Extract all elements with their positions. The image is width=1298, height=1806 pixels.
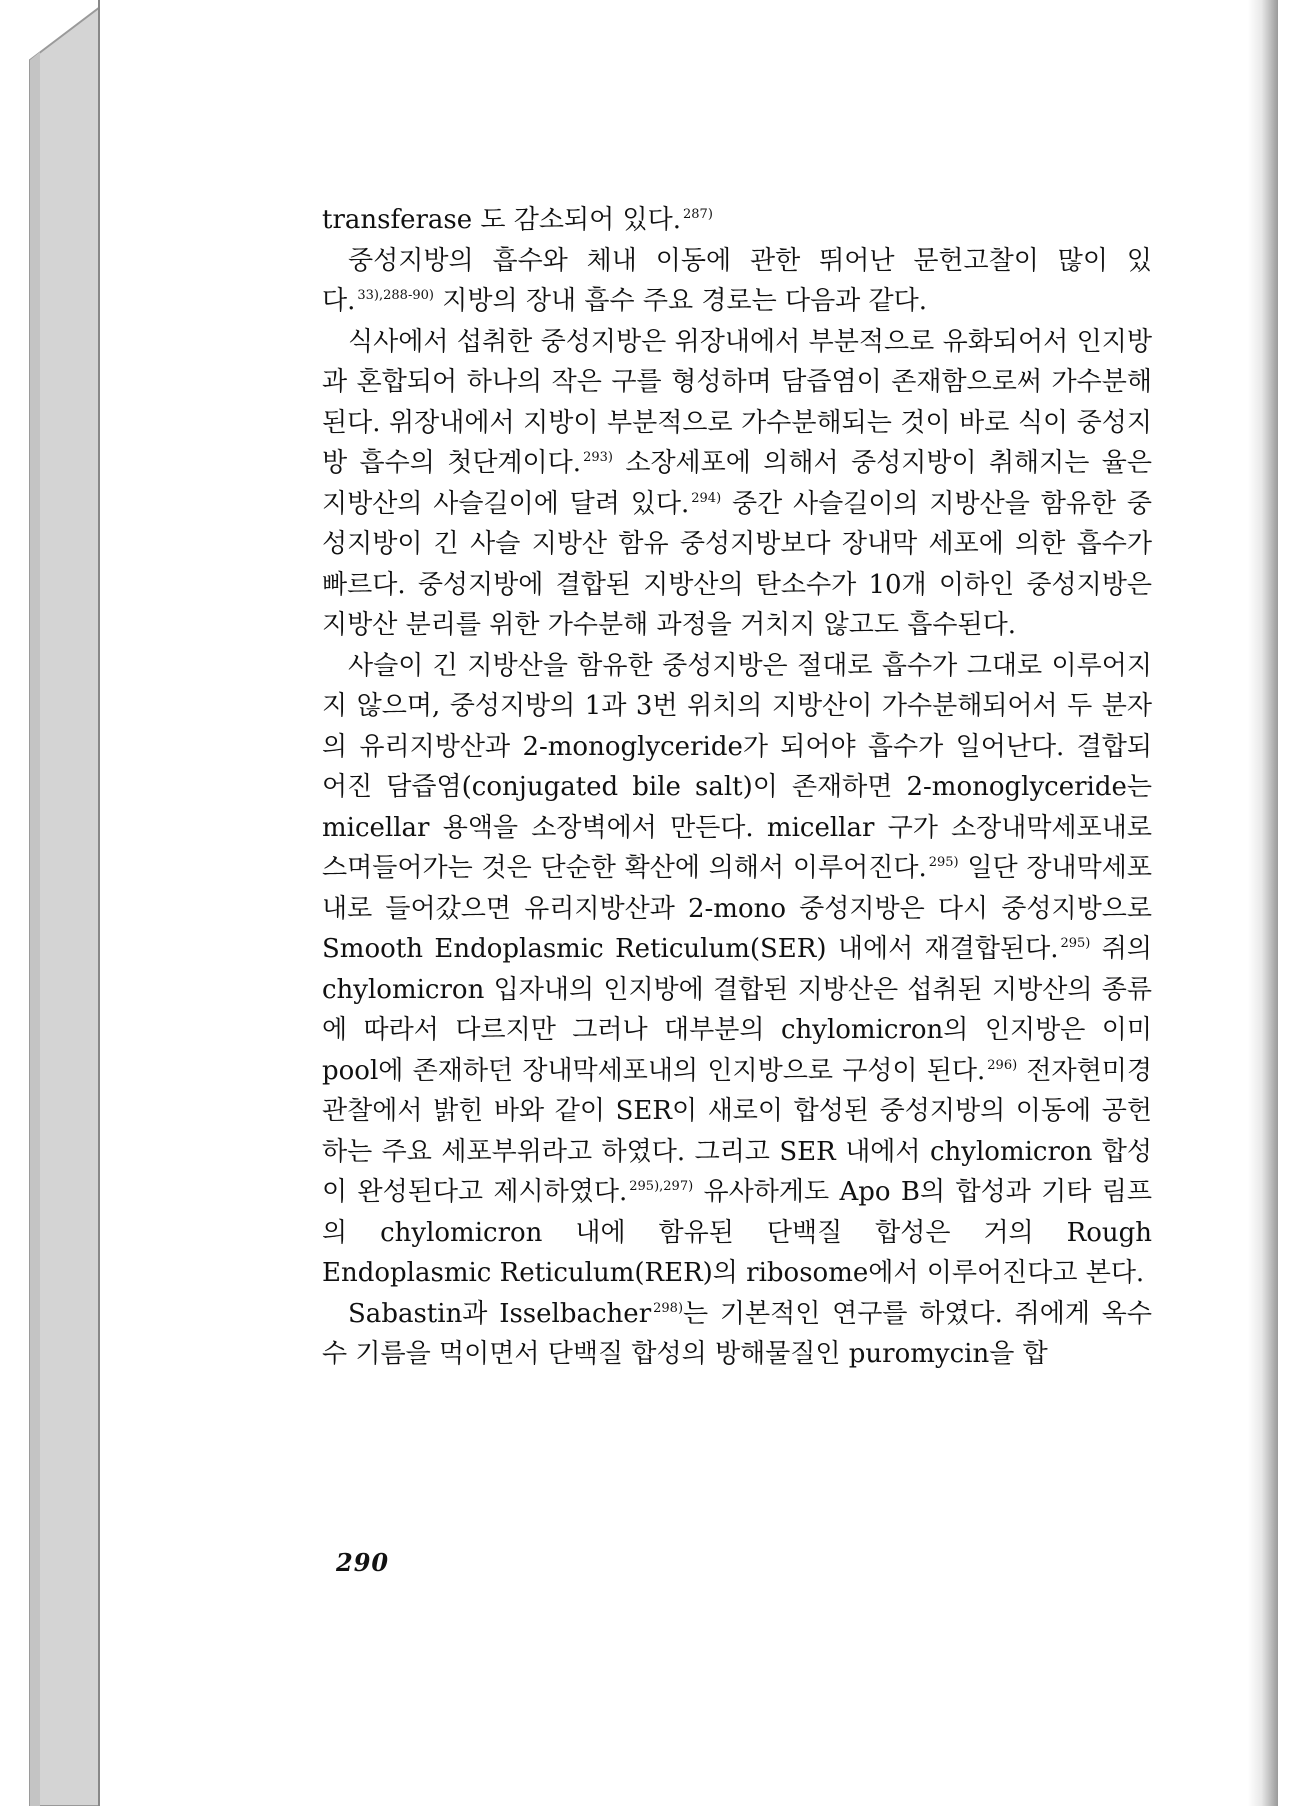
paragraph-text: 유사하게도 Apo B의 합성과 기타 림프의 chylomicron 내에 함유된 단백질 합성은 거의 Rough Endoplasmic Reticulum(RER)의 ribosome에서 이루어진다고 본다.: [322, 1177, 1152, 1288]
paragraph-text: 중간 사슬길이의 지방산을 함유한 중성지방이 긴 사슬 지방산 함유 중성지방보다 장내막 세포에 의한 흡수가 빠르다. 중성지방에 결합된 지방산의 탄소수가 10개 이하인 중성지방은 지방산 분리를 위한 가수분해 과정을 거치지 않고도 흡수된다.: [322, 488, 1152, 640]
citation-superscript: 287): [683, 207, 713, 222]
paragraph-3: [322, 322, 1152, 646]
paragraph-text: 소장세포에 의해서 중성지방이 취해지는 율은 지방산의 사슬길이에 달려 있다.: [322, 448, 1153, 519]
paragraph-text: Sabastin과 Isselbacher: [348, 1298, 652, 1329]
paragraph-text: 쥐의 chylomicron 입자내의 인지방에 결합된 지방산은 섭취된 지방산의 종류에 따라서 다르지만 그러나 대부분의 chylomicron의 인지방은 이미 pool에 존재하던 장내막세포내의 인지방으로 구성이 된다.: [322, 934, 1152, 1086]
paragraph-text: 중성지방의 흡수와 체내 이동에 관한 뛰어난 문헌고찰이 많이 있다.: [322, 245, 1152, 316]
book-side-edge: [0, 0, 110, 1806]
page-right-shadow: [1248, 0, 1278, 1806]
citation-superscript: 295): [1060, 936, 1091, 951]
citation-superscript: 295): [928, 855, 959, 870]
paragraph-5: [322, 1294, 1152, 1375]
citation-superscript: 293): [583, 450, 613, 465]
citation-superscript: 298): [653, 1300, 684, 1316]
citation-superscript: 296): [987, 1057, 1018, 1073]
paragraph-text: 식사에서 섭취한 중성지방은 위장내에서 부분적으로 유화되어서 인지방과 혼합되어 하나의 작은 구를 형성하며 담즙염이 존재함으로써 가수분해된다. 위장내에서 지방이 부분적으로 가수분해되는 것이 바로 식이 중성지방 흡수의 첫단계이다.: [322, 326, 1152, 478]
page-number: 290: [336, 1548, 390, 1577]
citation-superscript: 294): [691, 490, 722, 506]
paragraph-text: 는 기본적인 연구를 하였다. 쥐에게 옥수수 기름을 먹이면서 단백질 합성의 방해물질인 puromycin을 합: [322, 1298, 1152, 1369]
paragraph-2: [322, 241, 1152, 322]
paragraph-text: 지방의 장내 흡수 주요 경로는 다음과 같다.: [433, 286, 928, 316]
paragraph-1: [322, 200, 1152, 241]
citation-superscript: 33),288-90): [357, 288, 434, 303]
citation-superscript: 295),297): [629, 1179, 694, 1194]
page-body-text: [322, 200, 1152, 1375]
paragraph-text: transferase 도 감소되어 있다.: [322, 205, 682, 235]
paragraph-text: 사슬이 긴 지방산을 함유한 중성지방은 절대로 흡수가 그대로 이루어지지 않으며, 중성지방의 1과 3번 위치의 지방산이 가수분해되어서 두 분자의 유리지방산과 2-monoglyceride가 되어야 흡수가 일어난다. 결합되어진 담즙염(conjugated bile salt)이 존재하면 2-monoglyceride는 micellar 용액을 소장벽에서 만든다. micellar 구가 소장내막세포내로 스며들어가는 것은 단순한 확산에 의해서 이루어진다.: [322, 650, 1152, 883]
paragraph-text: 전자현미경 관찰에서 밝힌 바와 같이 SER이 새로이 합성된 중성지방의 이동에 공헌하는 주요 세포부위라고 하였다. 그리고 SER 내에서 chylomicron 합성이 완성된다고 제시하였다.: [322, 1055, 1152, 1207]
paragraph-4: [322, 646, 1152, 1294]
paragraph-text: 일단 장내막세포내로 들어갔으면 유리지방산과 2-mono 중성지방은 다시 중성지방으로 Smooth Endoplasmic Reticulum(SER) 내에서 재결합된다.: [322, 853, 1153, 964]
